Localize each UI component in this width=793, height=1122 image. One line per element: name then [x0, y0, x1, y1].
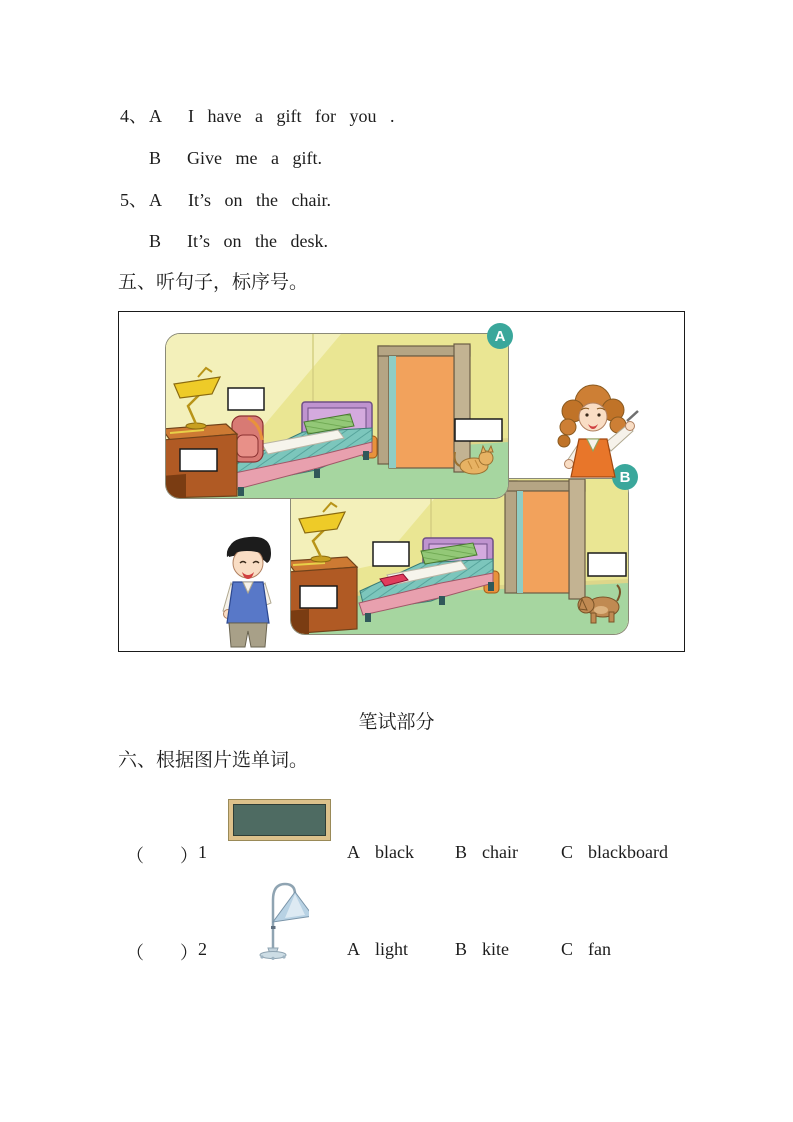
- answer-box: [180, 449, 217, 471]
- option-letter: B: [149, 148, 162, 168]
- bedroom-scene-b-illustration: [291, 479, 628, 634]
- option-word: fan: [588, 939, 611, 959]
- option-a: [347, 842, 414, 863]
- scene-b-badge: B: [612, 464, 638, 490]
- item-number: 4、: [120, 106, 147, 126]
- option-word: blackboard: [588, 842, 668, 862]
- bedroom-scene-b: [291, 479, 628, 634]
- option-word: kite: [482, 939, 510, 959]
- option-sentence: It’s on the chair.: [188, 190, 331, 210]
- door-a: [378, 344, 470, 472]
- blackboard-surface: [233, 804, 326, 836]
- answer-box: [588, 553, 626, 576]
- question-number: 1: [198, 842, 207, 862]
- section-6-title: 六、根据图片选单词。: [118, 750, 309, 771]
- boy-character-illustration: [203, 527, 293, 649]
- door-b: [505, 479, 585, 599]
- scene-a-badge: A: [487, 323, 513, 349]
- listening-row-4: [120, 105, 394, 127]
- option-letter: B: [455, 842, 468, 862]
- option-letter: B: [455, 939, 468, 959]
- listening-row-5: [120, 189, 331, 211]
- answer-parentheses: （ ）: [126, 846, 198, 866]
- option-c: [561, 842, 668, 863]
- listening-picture-panel: [118, 311, 685, 652]
- option-word: chair: [482, 842, 518, 862]
- bedroom-scene-a-illustration: [166, 334, 508, 498]
- blackboard-image: [228, 799, 331, 841]
- option-c: [561, 939, 611, 960]
- question-number: 2: [198, 939, 207, 959]
- option-letter: A: [347, 939, 360, 959]
- option-b: [455, 939, 509, 960]
- option-a: [347, 939, 408, 960]
- answer-box: [455, 419, 502, 441]
- answer-parentheses: （ ）: [126, 943, 198, 963]
- question-2-row: [0, 939, 793, 963]
- option-letter: A: [347, 842, 360, 862]
- section-5-title: 五、听句子，标序号。: [118, 272, 309, 293]
- option-sentence: It’s on the desk.: [187, 231, 329, 251]
- option-letter: C: [561, 939, 574, 959]
- option-b: [455, 842, 518, 863]
- option-letter: A: [149, 106, 162, 126]
- option-letter: C: [561, 842, 574, 862]
- bedroom-scene-a: [166, 334, 508, 498]
- option-sentence: I have a gift for you .: [188, 106, 395, 126]
- written-part-title: 笔试部分: [358, 712, 435, 733]
- answer-box: [373, 542, 409, 566]
- question-1-row: [0, 842, 793, 866]
- answer-box: [300, 586, 337, 608]
- option-sentence: Give me a gift.: [187, 148, 322, 168]
- listening-row-4b: [149, 147, 322, 169]
- girl-character-illustration: [543, 377, 643, 489]
- item-number: 5、: [120, 190, 147, 210]
- option-letter: A: [149, 190, 162, 210]
- option-letter: B: [149, 231, 162, 251]
- answer-box: [228, 388, 264, 410]
- option-word: light: [375, 939, 409, 959]
- listening-row-5b: [149, 230, 328, 252]
- option-word: black: [375, 842, 414, 862]
